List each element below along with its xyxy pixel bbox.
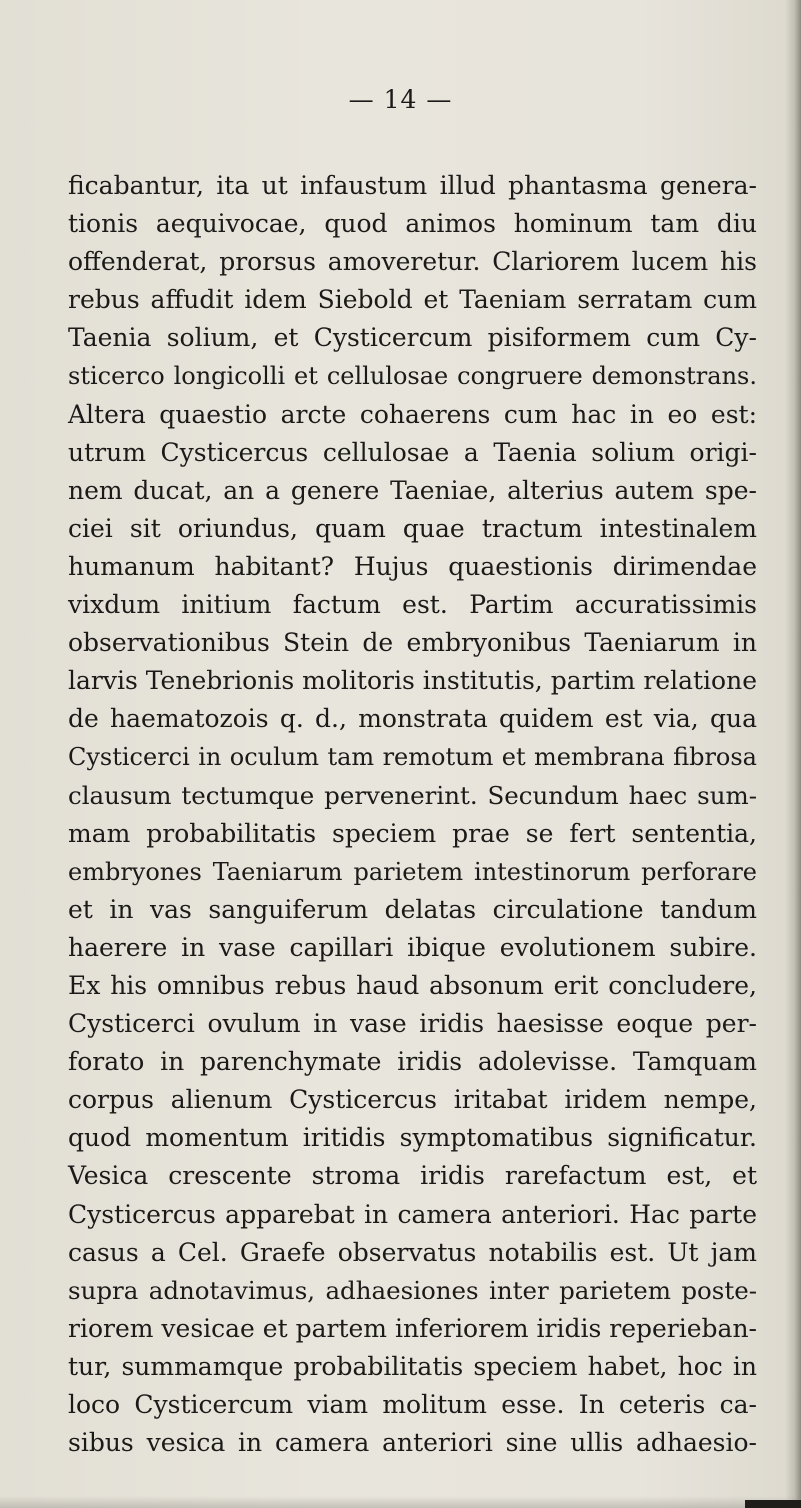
text-line: tur, summamque probabilitatis speciem habet, hoc in: [68, 1351, 757, 1381]
text-line: Taenia solium, et Cysticercum pisiformem cum Cy-: [68, 323, 757, 353]
text-line: sibus vesica in camera anteriori sine ullis adhaesio-: [68, 1428, 757, 1458]
text-line: embryones Taeniarum parietem intestinorum perforare: [68, 857, 757, 886]
text-line: humanum habitant? Hujus quaestionis dirimendae: [68, 551, 757, 581]
text-line: tionis aequivocae, quod animos hominum tam diu: [68, 209, 757, 239]
text-line: clausum tectumque pervenerint. Secundum haec sum-: [68, 780, 757, 810]
text-line: ficabantur, ita ut infaustum illud phantasma genera-: [68, 171, 757, 200]
text-line: Vesica crescente stroma iridis rarefactum est, et: [68, 1161, 757, 1191]
body-text: [68, 167, 757, 1462]
text-line: utrum Cysticercus cellulosae a Taenia solium origi-: [68, 437, 757, 467]
text-line: vixdum initium factum est. Partim accuratissimis: [68, 590, 757, 620]
text-line: riorem vesicae et partem inferiorem iridis reperieban-: [68, 1313, 757, 1343]
text-line: haerere in vase capillari ibique evolutionem subire.: [68, 932, 757, 962]
text-line: de haematozois q. d., monstrata quidem est via, qua: [68, 704, 757, 734]
text-line: larvis Tenebrionis molitoris institutis, partim relatione: [68, 666, 757, 696]
text-line: supra adnotavimus, adhaesiones inter parietem poste-: [68, 1275, 757, 1305]
text-line: nem ducat, an a genere Taeniae, alterius autem spe-: [68, 475, 757, 505]
text-line: Cysticercus apparebat in camera anteriori. Hac parte: [68, 1199, 757, 1229]
running-head-page-number: — 14 —: [348, 85, 453, 114]
text-line: et in vas sanguiferum delatas circulatione tandum: [68, 894, 757, 924]
text-line: Altera quaestio arcte cohaerens cum hac in eo est:: [68, 399, 757, 429]
text-line: mam probabilitatis speciem prae se fert sententia,: [68, 818, 757, 848]
text-line: quod momentum iritidis symptomatibus significatur.: [68, 1123, 757, 1153]
text-line: sticerco longicolli et cellulosae congruere demonstrans.: [68, 362, 757, 391]
page-edge-shadow: [785, 0, 801, 1508]
text-line: Ex his omnibus rebus haud absonum erit concludere,: [68, 970, 757, 1000]
text-line: loco Cysticercum viam molitum esse. In ceteris ca-: [68, 1390, 757, 1419]
text-line: casus a Cel. Graefe observatus notabilis est. Ut jam: [68, 1237, 757, 1267]
text-line: rebus affudit idem Siebold et Taeniam serratam cum: [68, 285, 757, 315]
text-line: corpus alienum Cysticercus iritabat iridem nempe,: [68, 1085, 757, 1115]
page-bottom-shadow: [0, 1496, 801, 1508]
text-line: forato in parenchymate iridis adolevisse. Tamquam: [68, 1047, 757, 1077]
text-line: Cysticerci in oculum tam remotum et membrana fibrosa: [68, 743, 757, 772]
text-line: ciei sit oriundus, quam quae tractum intestinalem: [68, 513, 757, 543]
scan-corner-mark: [745, 1500, 801, 1508]
text-line: observationibus Stein de embryonibus Taeniarum in: [68, 628, 757, 658]
text-line: offenderat, prorsus amoveretur. Clariorem lucem his: [68, 247, 757, 277]
text-line: Cysticerci ovulum in vase iridis haesisse eoque per-: [68, 1009, 757, 1039]
